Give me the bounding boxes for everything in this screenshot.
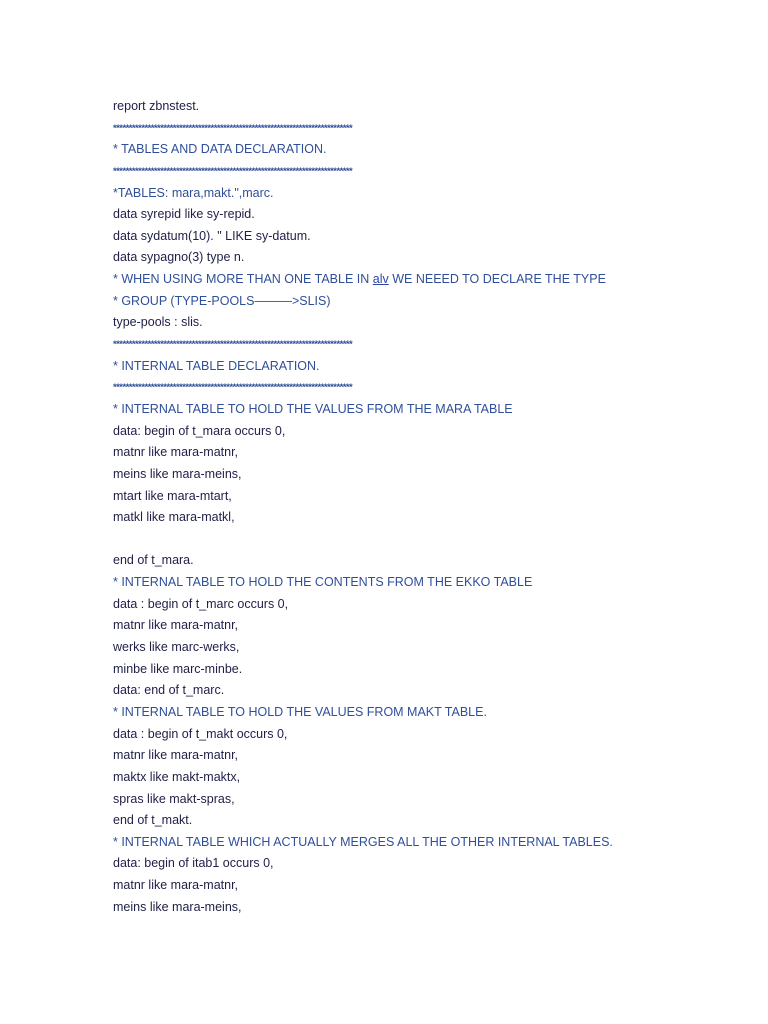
code-line xyxy=(113,550,733,572)
separator-line xyxy=(113,377,733,399)
line-text: * INTERNAL TABLE TO HOLD THE CONTENTS FROM THE EKKO TABLE xyxy=(113,575,533,590)
code-line xyxy=(113,464,733,486)
line-text: **************************************************************************** xyxy=(113,165,353,177)
code-line xyxy=(113,724,733,746)
line-text: **************************************************************************** xyxy=(113,122,353,134)
line-text: data sypagno(3) type n. xyxy=(113,250,245,265)
line-text: *TABLES: mara,makt.",marc. xyxy=(113,185,274,200)
code-line xyxy=(113,767,733,789)
code-line xyxy=(113,789,733,811)
code-line xyxy=(113,897,733,919)
line-text: * WHEN USING MORE THAN ONE TABLE IN xyxy=(113,272,373,287)
separator-line xyxy=(113,118,733,140)
comment-line xyxy=(113,399,733,421)
code-listing xyxy=(113,96,733,918)
comment-line xyxy=(113,702,733,724)
code-line xyxy=(113,594,733,616)
line-text: * INTERNAL TABLE WHICH ACTUALLY MERGES ALL THE OTHER INTERNAL TABLES. xyxy=(113,834,613,849)
code-line xyxy=(113,810,733,832)
code-line xyxy=(113,442,733,464)
comment-line xyxy=(113,183,733,205)
line-text: meins like mara-meins, xyxy=(113,466,242,481)
line-text: report zbnstest. xyxy=(113,99,200,113)
line-text: meins like mara-meins, xyxy=(113,899,242,914)
line-text: matnr like mara-matnr, xyxy=(113,748,239,763)
code-line xyxy=(113,680,733,702)
line-text: data: begin of itab1 occurs 0, xyxy=(113,856,274,871)
line-text: **************************************************************************** xyxy=(113,339,353,351)
line-text: end of t_mara. xyxy=(113,553,194,568)
code-line xyxy=(113,312,733,334)
line-text: spras like makt-spras, xyxy=(113,791,235,806)
code-line xyxy=(113,853,733,875)
comment-line xyxy=(113,356,733,378)
code-line xyxy=(113,529,733,551)
line-text: * INTERNAL TABLE TO HOLD THE VALUES FROM THE MARA TABLE xyxy=(113,401,513,416)
code-line xyxy=(113,507,733,529)
comment-line xyxy=(113,139,733,161)
line-text: data : begin of t_marc occurs 0, xyxy=(113,596,289,611)
line-text: * GROUP (TYPE-POOLS———>SLIS) xyxy=(113,293,331,308)
alv-link[interactable]: alv xyxy=(372,272,389,287)
line-text: * INTERNAL TABLE DECLARATION. xyxy=(113,358,320,373)
code-line xyxy=(113,659,733,681)
document-page xyxy=(113,96,733,918)
code-line xyxy=(113,637,733,659)
line-text: maktx like makt-maktx, xyxy=(113,769,241,784)
code-line xyxy=(113,615,733,637)
code-line xyxy=(113,421,733,443)
code-line xyxy=(113,96,733,118)
comment-line xyxy=(113,832,733,854)
line-text: * INTERNAL TABLE TO HOLD THE VALUES FROM MAKT TABLE. xyxy=(113,704,487,719)
comment-line xyxy=(113,269,733,291)
line-text: matnr like mara-matnr, xyxy=(113,618,239,633)
code-line xyxy=(113,745,733,767)
code-line xyxy=(113,486,733,508)
separator-line xyxy=(113,334,733,356)
comment-line xyxy=(113,572,733,594)
line-text: data: end of t_marc. xyxy=(113,683,225,698)
line-text: * TABLES AND DATA DECLARATION. xyxy=(113,142,327,157)
comment-line xyxy=(113,291,733,313)
line-text: mtart like mara-mtart, xyxy=(113,488,232,503)
line-text: minbe like marc-minbe. xyxy=(113,661,243,676)
line-text: werks like marc-werks, xyxy=(113,640,240,655)
line-text: data syrepid like sy-repid. xyxy=(113,207,255,222)
line-text: type-pools : slis. xyxy=(113,315,203,330)
separator-line xyxy=(113,161,733,183)
line-text: data sydatum(10). " LIKE sy-datum. xyxy=(113,228,311,243)
line-text: data: begin of t_mara occurs 0, xyxy=(113,423,286,438)
code-line xyxy=(113,204,733,226)
line-text: data : begin of t_makt occurs 0, xyxy=(113,726,288,741)
line-text: matnr like mara-matnr, xyxy=(113,878,239,893)
code-line xyxy=(113,875,733,897)
line-text: matkl like mara-matkl, xyxy=(113,510,235,525)
line-text: end of t_makt. xyxy=(113,813,193,828)
code-line xyxy=(113,247,733,269)
code-line xyxy=(113,226,733,248)
line-text-after-link: WE NEEED TO DECLARE THE TYPE xyxy=(388,272,606,287)
line-text: **************************************************************************** xyxy=(113,382,353,394)
line-text: matnr like mara-matnr, xyxy=(113,445,239,460)
